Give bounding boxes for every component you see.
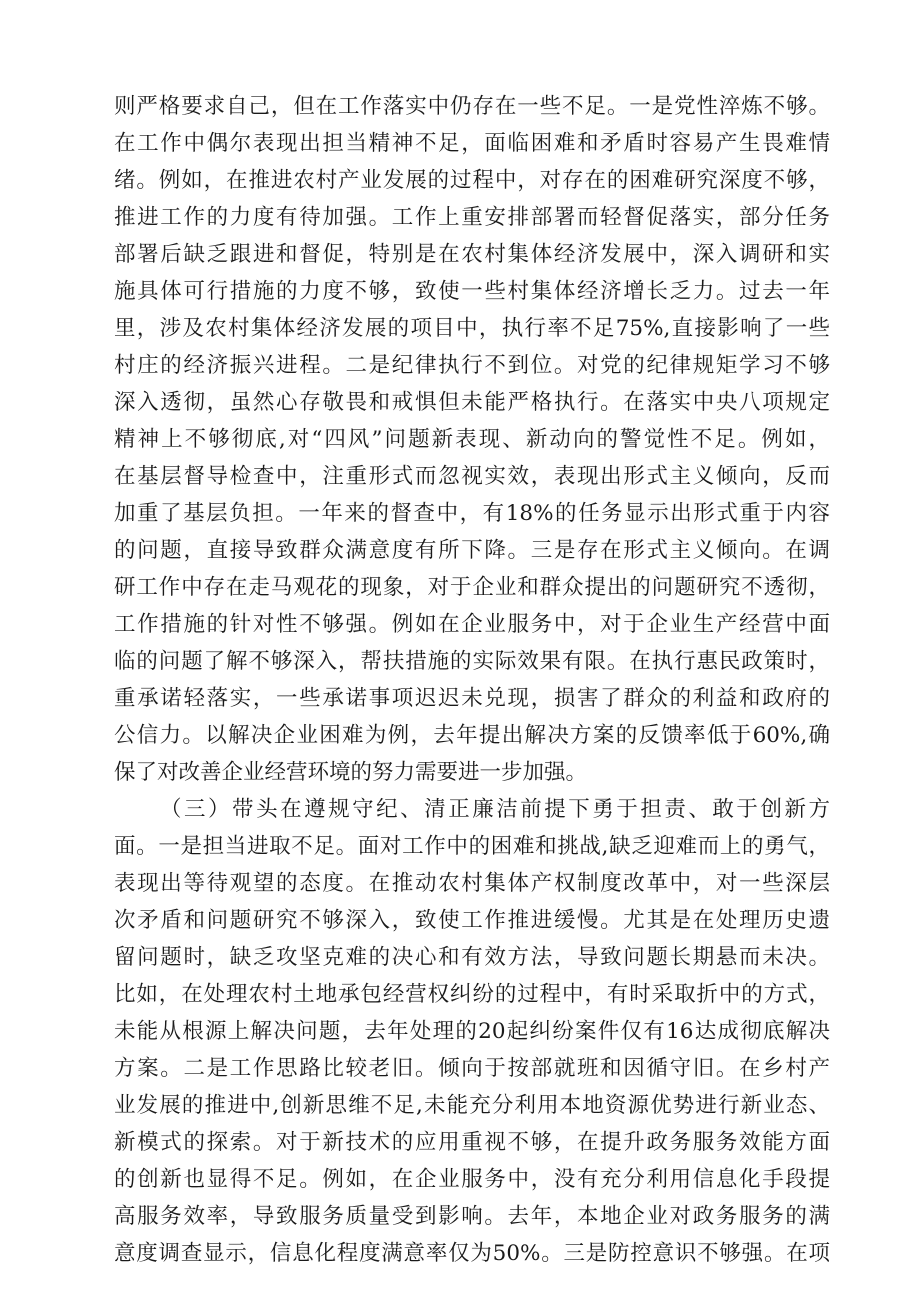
text-line: 留问题时，缺乏攻坚克难的决心和有效方法，导致问题长期悬而未决。: [114, 945, 830, 970]
text-line: 业发展的推进中,创新思维不足,未能充分利用本地资源优势进行新业态、: [114, 1093, 830, 1118]
body-text: [114, 88, 830, 1272]
text-line: 在工作中偶尔表现出担当精神不足，面临困难和矛盾时容易产生畏难情: [114, 131, 830, 156]
text-line: 精神上不够彻底,对“四风”问题新表现、新动向的警觉性不足。例如，: [114, 427, 830, 452]
text-line: 加重了基层负担。一年来的督查中，有18%的任务显示出形式重于内容: [114, 501, 830, 526]
text-line: 的问题，直接导致群众满意度有所下降。三是存在形式主义倾向。在调: [114, 538, 830, 563]
text-line: 保了对改善企业经营环境的努力需要进一步加强。: [114, 760, 588, 785]
text-line: 研工作中存在走马观花的现象，对于企业和群众提出的问题研究不透彻，: [114, 575, 830, 600]
text-line: 意度调查显示，信息化程度满意率仅为50%。三是防控意识不够强。在项: [114, 1241, 830, 1266]
text-line: 里，涉及农村集体经济发展的项目中，执行率不足75%,直接影响了一些: [114, 316, 830, 341]
text-line: 面。一是担当进取不足。面对工作中的困难和挑战,缺乏迎难而上的勇气，: [114, 834, 830, 859]
text-line: 重承诺轻落实，一些承诺事项迟迟未兑现，损害了群众的利益和政府的: [114, 686, 830, 711]
text-line: 工作措施的针对性不够强。例如在企业服务中，对于企业生产经营中面: [114, 612, 830, 637]
text-line: 高服务效率，导致服务质量受到影响。去年，本地企业对政务服务的满: [114, 1204, 830, 1229]
section-heading-line: （三）带头在遵规守纪、清正廉洁前提下勇于担责、敢于创新方: [160, 797, 830, 822]
text-line: 次矛盾和问题研究不够深入，致使工作推进缓慢。尤其是在处理历史遗: [114, 908, 830, 933]
text-line: 比如，在处理农村土地承包经营权纠纷的过程中，有时采取折中的方式，: [114, 982, 830, 1007]
text-line: 未能从根源上解决问题，去年处理的20起纠纷案件仅有16达成彻底解决: [114, 1019, 830, 1044]
text-line: 在基层督导检查中，注重形式而忽视实效，表现出形式主义倾向，反而: [114, 464, 830, 489]
text-line: 绪。例如，在推进农村产业发展的过程中，对存在的困难研究深度不够，: [114, 168, 830, 193]
text-line: 临的问题了解不够深入，帮扶措施的实际效果有限。在执行惠民政策时，: [114, 649, 830, 674]
text-line: 新模式的探索。对于新技术的应用重视不够，在提升政务服务效能方面: [114, 1130, 830, 1155]
text-line: 施具体可行措施的力度不够，致使一些村集体经济增长乏力。过去一年: [114, 279, 830, 304]
text-line: 的创新也显得不足。例如，在企业服务中，没有充分利用信息化手段提: [114, 1167, 830, 1192]
text-line: 表现出等待观望的态度。在推动农村集体产权制度改革中，对一些深层: [114, 871, 830, 896]
text-line: 则严格要求自己，但在工作落实中仍存在一些不足。一是党性淬炼不够。: [114, 94, 830, 119]
text-line: 深入透彻，虽然心存敬畏和戒惧但未能严格执行。在落实中央八项规定: [114, 390, 830, 415]
text-line: 部署后缺乏跟进和督促，特别是在农村集体经济发展中，深入调研和实: [114, 242, 830, 267]
text-line: 方案。二是工作思路比较老旧。倾向于按部就班和因循守旧。在乡村产: [114, 1056, 830, 1081]
text-line: 推进工作的力度有待加强。工作上重安排部署而轻督促落实，部分任务: [114, 205, 830, 230]
text-line: 公信力。以解决企业困难为例，去年提出解决方案的反馈率低于60%,确: [114, 723, 830, 748]
text-line: 村庄的经济振兴进程。二是纪律执行不到位。对党的纪律规矩学习不够: [114, 353, 830, 378]
